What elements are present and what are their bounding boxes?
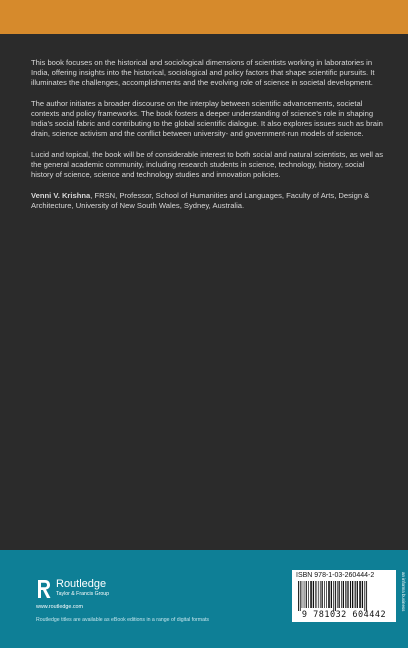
barcode-bar — [345, 581, 346, 608]
barcode-bar — [322, 581, 323, 608]
description-paragraph-3: Lucid and topical, the book will be of considerable interest to both social and natural scientists, as well as the general academic community, including research students in science, technology, history, social history of science, science and technology studies and innovation policies. — [31, 149, 384, 180]
publisher-website: www.routledge.com — [36, 604, 84, 610]
barcode-bar — [306, 581, 307, 608]
barcode-bar — [320, 581, 321, 608]
book-description — [31, 58, 386, 221]
publisher-name: Routledge — [56, 578, 107, 590]
barcode-bar — [302, 581, 303, 608]
barcode-bar — [308, 581, 309, 608]
barcode-bar — [298, 581, 299, 611]
barcode-bar — [366, 581, 367, 611]
back-cover-main — [0, 34, 408, 550]
barcode-bar — [352, 581, 353, 608]
barcode-bar — [326, 581, 327, 608]
barcode-bar — [347, 581, 348, 608]
barcode-bar — [339, 581, 340, 608]
description-paragraph-1: This book focuses on the historical and sociological dimensions of scientists working in laboratories in India, offering insights into the historical, sociological and policy factors that shape scientific pursuits. It illuminates the challenges, accomplishments and the evolving role of science in societal development. — [31, 58, 375, 88]
barcode-bar — [341, 581, 342, 608]
barcode-bar — [304, 581, 305, 608]
informa-side-text: an informa business — [401, 572, 406, 612]
barcode-bar — [355, 581, 356, 608]
barcode-bar — [324, 581, 325, 608]
barcode-digits: 9 781032 604442 — [301, 610, 387, 620]
top-accent-band — [0, 0, 408, 34]
barcode-bar — [315, 581, 316, 608]
barcode-area — [292, 570, 396, 622]
barcode-bar — [359, 581, 361, 608]
barcode-bar — [310, 581, 312, 608]
publisher-logo — [36, 578, 120, 600]
barcode-bar — [335, 581, 336, 611]
author-name: Venni V. Krishna — [31, 190, 91, 200]
publisher-group: Taylor & Francis Group — [56, 591, 110, 597]
barcode-bar — [300, 581, 301, 611]
barcode-bar — [364, 581, 365, 611]
barcode-bar — [337, 581, 338, 608]
barcode-bars — [296, 581, 392, 611]
author-bio-text: , FRSN, Professor, School of Humanities and Languages, Faculty of Arts, Design & Architecture, University of New South Wales, Sydney, Australia. — [31, 190, 370, 210]
author-bio — [31, 191, 386, 211]
barcode-bar — [343, 581, 344, 608]
publisher-footer — [0, 550, 408, 648]
barcode-bar — [331, 581, 332, 608]
barcode-bar — [350, 581, 351, 608]
barcode-bar — [328, 581, 330, 608]
barcode-bar — [333, 581, 334, 611]
isbn-text: ISBN 978-1-03-260444-2 — [296, 572, 375, 579]
routledge-r-logo-icon — [36, 578, 52, 600]
barcode-bar — [313, 581, 314, 608]
description-paragraph-2: The author initiates a broader discourse on the interplay between scientific advancements, societal contexts and policy frameworks. The book fosters a deeper understanding of science’s role in shaping India’s social fabric and contributing to the global scientific dialogue. It also explores issues such as brain drain, science activism and the conflict between university- and government-run models of science. — [31, 98, 383, 139]
barcode-bar — [318, 581, 319, 608]
barcode-bar — [357, 581, 358, 608]
barcode-bar — [362, 581, 363, 608]
ebook-availability-note: Routledge titles are available as eBook editions in a range of digital formats — [36, 617, 210, 623]
